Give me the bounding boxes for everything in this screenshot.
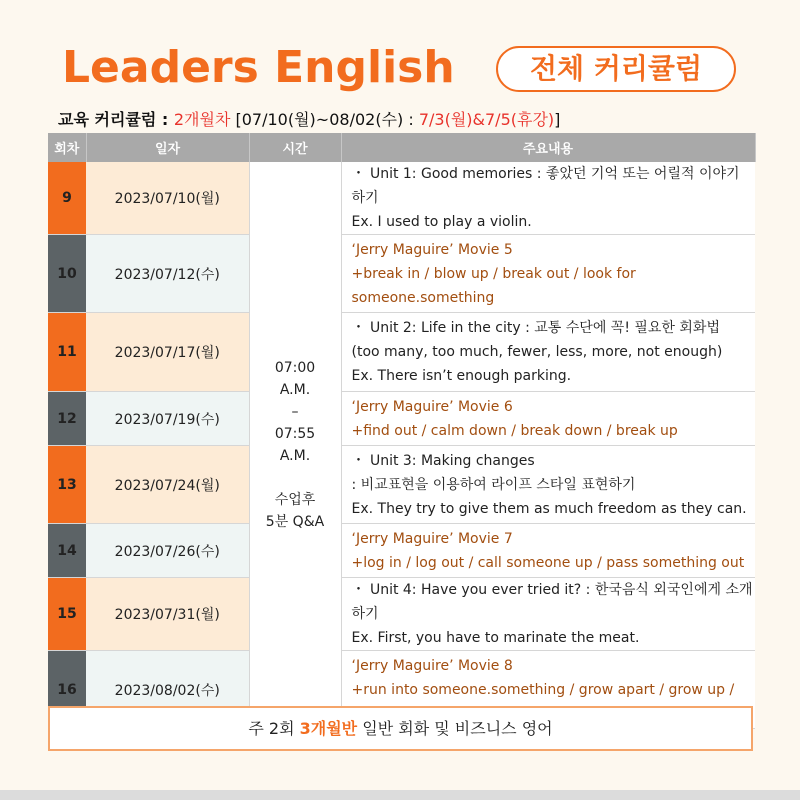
- session-content: [341, 162, 755, 235]
- session-date: 2023/07/31(월): [86, 578, 249, 651]
- curriculum-subtitle: [58, 107, 560, 130]
- content-line: +log in / log out / call someone up / pass something out: [351, 554, 745, 571]
- content-line: ‘Jerry Maguire’ Movie 5: [351, 241, 513, 258]
- subtitle-close: ]: [554, 110, 561, 129]
- table-row: [48, 235, 755, 313]
- time-line: 07:00: [274, 360, 316, 376]
- session-date: 2023/07/19(수): [86, 392, 249, 446]
- header-content: 주요내용: [341, 133, 755, 162]
- footer-highlight: 3개월반: [299, 719, 358, 738]
- session-number: 14: [48, 524, 86, 578]
- content-line: (too many, too much, fewer, less, more, not enough): [351, 344, 723, 360]
- session-number: 10: [48, 235, 86, 313]
- header-session: 회차: [48, 133, 86, 162]
- session-date: 2023/07/12(수): [86, 235, 249, 313]
- time-line: 수업후: [274, 492, 316, 508]
- session-date: 2023/07/17(월): [86, 313, 249, 392]
- content-line: : 비교표현을 이용하여 라이프 스타일 표현하기: [351, 476, 636, 493]
- content-line: Ex. First, you have to marinate the meat.: [351, 630, 640, 646]
- footer-pre: 주 2회: [248, 719, 300, 738]
- content-line: ‘Jerry Maguire’ Movie 7: [351, 530, 513, 547]
- time-line: [250, 467, 341, 489]
- content-line: ・ Unit 1: Good memories : 좋았던 기억 또는 어릴적 이야기 하기: [351, 166, 740, 206]
- content-line: ・ Unit 2: Life in the city : 교통 수단에 꼭! 필요한 회화법: [351, 320, 720, 336]
- content-line: +run into someone.something / grow apart / grow up /: [351, 681, 735, 698]
- subtitle-holidays: 7/3(월)&7/5(휴강): [418, 110, 555, 129]
- session-content: [341, 392, 755, 446]
- session-date: 2023/07/24(월): [86, 446, 249, 524]
- content-line: +find out / calm down / break down / break up: [351, 422, 678, 439]
- subtitle-months: 2개월차: [173, 110, 231, 129]
- session-number: 12: [48, 392, 86, 446]
- footer-post: 일반 회화 및 비즈니스 영어: [357, 719, 553, 738]
- session-number: 13: [48, 446, 86, 524]
- time-line: A.M.: [279, 448, 311, 464]
- content-line: Ex. They try to give them as much freedom as they can.: [351, 500, 747, 517]
- time-line: A.M.: [279, 382, 311, 398]
- table-row: [48, 524, 755, 578]
- table-row: [48, 392, 755, 446]
- header-date: 일자: [86, 133, 249, 162]
- content-line: +break in / blow up / break out / look for: [351, 265, 636, 282]
- session-date: 2023/07/10(월): [86, 162, 249, 235]
- curriculum-table: [48, 133, 756, 729]
- content-line: ‘Jerry Maguire’ Movie 8: [351, 657, 513, 674]
- content-line: ・ Unit 3: Making changes: [351, 452, 535, 469]
- content-line: Ex. I used to play a violin.: [351, 214, 532, 230]
- table-row: [48, 578, 755, 651]
- session-number: 11: [48, 313, 86, 392]
- session-number: 16: [48, 651, 86, 729]
- header-time: 시간: [249, 133, 341, 162]
- content-line: someone.something: [351, 289, 495, 306]
- session-content: [341, 524, 755, 578]
- session-content: [341, 313, 755, 392]
- class-time: [249, 162, 341, 729]
- time-line: 5분 Q&A: [265, 514, 325, 530]
- curriculum-badge: 전체 커리큘럼: [496, 46, 736, 92]
- table-row: [48, 446, 755, 524]
- session-number: 15: [48, 578, 86, 651]
- session-content: [341, 578, 755, 651]
- footer-banner: [48, 706, 753, 751]
- session-date: 2023/07/26(수): [86, 524, 249, 578]
- bottom-bar: [0, 790, 800, 800]
- subtitle-period: [07/10(월)~08/02(수) :: [230, 110, 419, 129]
- content-line: Ex. There isn’t enough parking.: [351, 368, 572, 384]
- content-line: ・ Unit 4: Have you ever tried it? : 한국음식 외국인에게 소개하기: [351, 582, 753, 622]
- brand-title: Leaders English: [62, 42, 455, 93]
- table-row: [48, 313, 755, 392]
- table-row: [48, 162, 755, 235]
- content-line: ‘Jerry Maguire’ Movie 6: [351, 398, 513, 415]
- time-line: –: [291, 404, 299, 420]
- session-number: 9: [48, 162, 86, 235]
- session-date: 2023/08/02(수): [86, 651, 249, 729]
- subtitle-label: 교육 커리큘럼 :: [58, 110, 174, 129]
- session-content: [341, 446, 755, 524]
- table-header-row: [48, 133, 755, 162]
- session-content: [341, 235, 755, 313]
- header: [0, 38, 800, 98]
- time-line: 07:55: [274, 426, 316, 442]
